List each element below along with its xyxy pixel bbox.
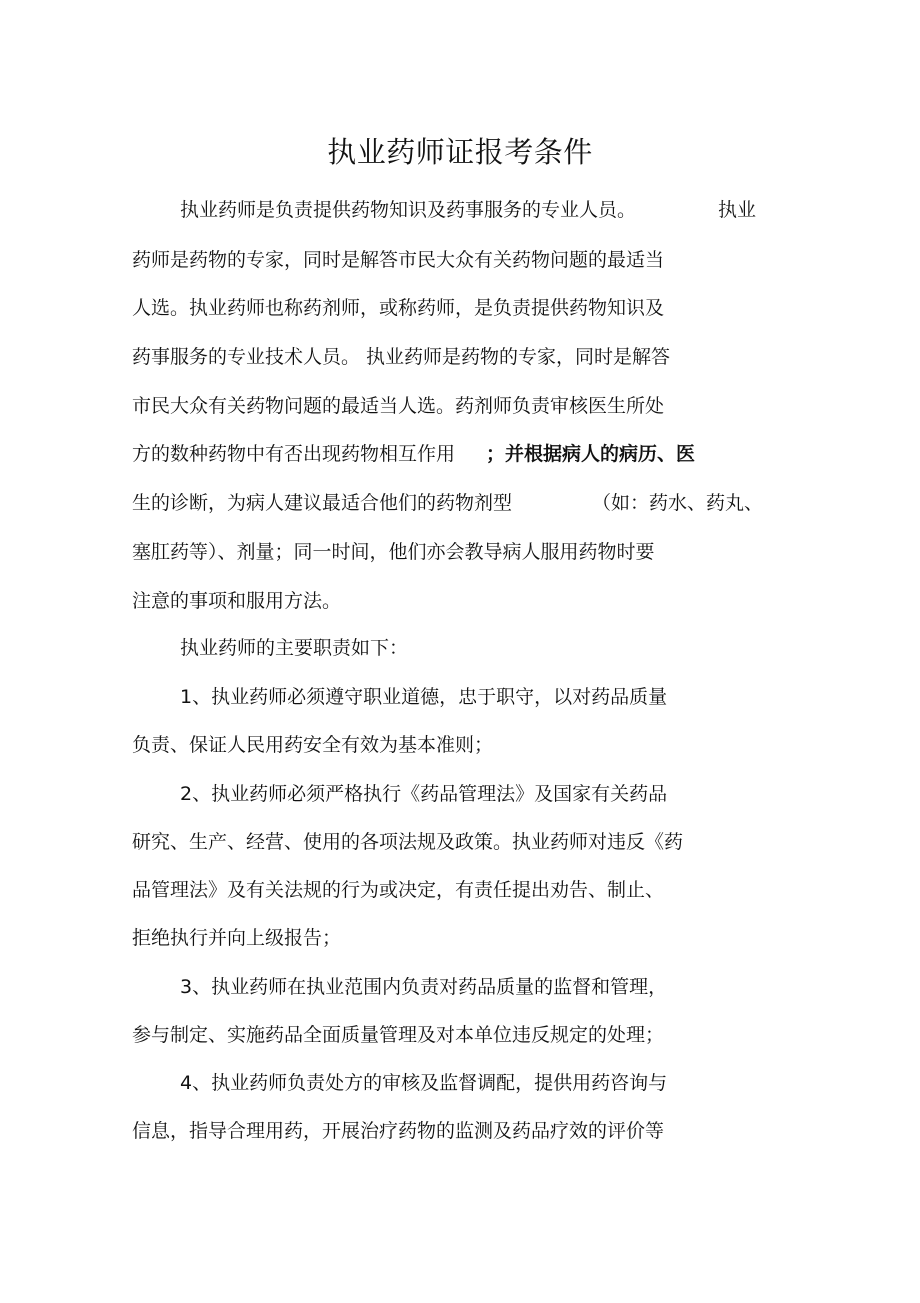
paragraph1-line1a: 执业药师是负责提供药物知识及药事服务的专业人员。 [180, 199, 637, 221]
duty2-line4: 拒绝执行并向上级报告； [132, 927, 342, 949]
duty4-line2: 信息，指导合理用药，开展治疗药物的监测及药品疗效的评价等 [132, 1120, 665, 1142]
paragraph1-line9: 注意的事项和服用方法。 [132, 590, 342, 612]
paragraph1-line1b: 执业 [718, 199, 757, 221]
duty2-line1: 2、执业药师必须严格执行《药品管理法》及国家有关药品 [180, 783, 668, 805]
duty1-line1: 1、执业药师必须遵守职业道德，忠于职守，以对药品质量 [180, 686, 668, 708]
document-title: 执业药师证报考条件 [327, 135, 593, 169]
paragraph1-line5: 市民大众有关药物问题的最适当人选。药剂师负责审核医生所处 [132, 395, 665, 417]
paragraph1-line6b: ；并根据病人的病历、医 [486, 443, 696, 465]
duty3-line2: 参与制定、实施药品全面质量管理及对本单位违反规定的处理； [132, 1024, 665, 1046]
duty4-line1: 4、执业药师负责处方的审核及监督调配，提供用药咨询与 [180, 1072, 668, 1094]
paragraph1-line4: 药事服务的专业技术人员。 执业药师是药物的专家，同时是解答 [132, 346, 671, 368]
paragraph1-line2: 药师是药物的专家，同时是解答市民大众有关药物问题的最适当 [132, 249, 665, 271]
duty2-line3: 品管理法》及有关法规的行为或决定，有责任提出劝告、制止、 [132, 879, 665, 901]
paragraph1-line8: 塞肛药等）、剂量；同一时间，他们亦会教导病人服用药物时要 [132, 541, 655, 563]
duty1-line2: 负责、保证人民用药安全有效为基本准则； [132, 734, 494, 756]
paragraph1-line3: 人选。执业药师也称药剂师，或称药师，是负责提供药物知识及 [132, 297, 665, 319]
paragraph1-line6a: 方的数种药物中有否出现药物相互作用 [132, 443, 456, 465]
paragraph1-line7b: （如：药水、药丸、 [592, 492, 764, 514]
duty2-line2: 研究、生产、经营、使用的各项法规及政策。执业药师对违反《药 [132, 831, 684, 853]
paragraph1-line7a: 生的诊断，为病人建议最适合他们的药物剂型 [132, 492, 513, 514]
duty3-line1: 3、执业药师在执业范围内负责对药品质量的监督和管理， [180, 976, 668, 998]
duties-intro: 执业药师的主要职责如下： [180, 637, 409, 659]
